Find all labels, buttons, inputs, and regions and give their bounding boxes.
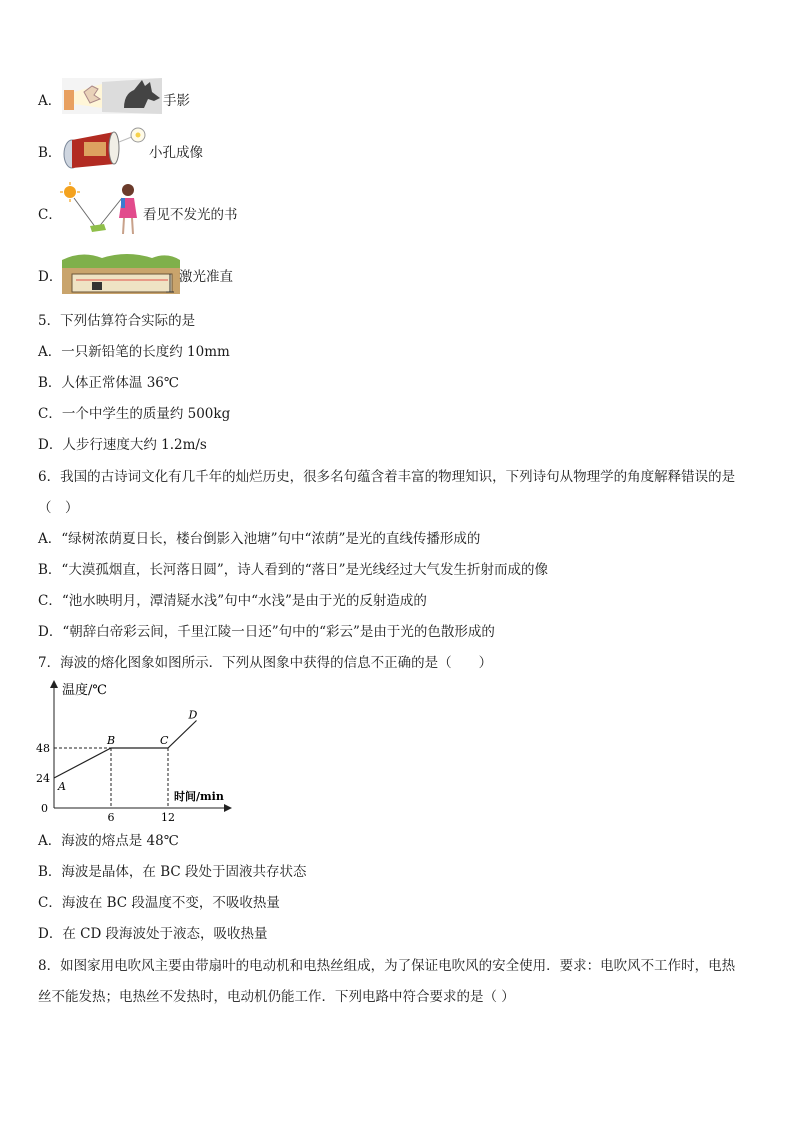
q6-option-d: D．“朝辞白帝彩云间，千里江陵一日还”句中的“彩云”是由于光的色散形成的 [38,624,495,640]
q5-option-c: C．一个中学生的质量约 500kg [38,406,231,422]
q5-option-b: B．人体正常体温 36℃ [38,375,179,391]
q6-stem-cont: （ ） [38,500,79,516]
origin-tick-label: 0 [41,802,48,815]
q7-stem: 7．海波的熔化图象如图所示．下列从图象中获得的信息不正确的是（ ） [38,655,493,671]
q5-option-a: A．一只新铅笔的长度约 10mm [38,344,230,360]
y-axis-label: 温度/℃ [62,683,107,698]
q8-line-2: 丝不能发热；电热丝不发热时，电动机仍能工作．下列电路中符合要求的是（ ） [38,989,515,1005]
q5-option-d: D．人步行速度大约 1.2m/s [38,437,207,453]
q7-option-a: A．海波的熔点是 48℃ [38,833,179,849]
q6-option-b: B．“大漠孤烟直，长河落日圆”，诗人看到的“落日”是光线经过大气发生折射而成的像 [38,562,549,578]
x-tick-label-12: 12 [161,811,175,824]
pinhole-camera-image [62,126,148,170]
option-letter: C． [38,207,62,223]
q8-line-1: 8．如图家用电吹风主要由带扇叶的电动机和电热丝组成，为了保证电吹风的安全使用．要求：电吹风不工作时，电热 [38,958,736,974]
x-tick-label-6: 6 [107,811,115,824]
hand-shadow-image [62,78,162,114]
option-caption: 看见不发光的书 [143,207,238,223]
point-label-a: A [58,780,66,793]
x-axis-label: 时间/min [174,790,224,803]
option-letter: D． [38,269,63,285]
q6-option-a: A．“绿树浓荫夏日长，楼台倒影入池塘”句中“浓荫”是光的直线传播形成的 [38,531,481,547]
q6-stem: 6．我国的古诗词文化有几千年的灿烂历史，很多名句蕴含着丰富的物理知识，下列诗句从物理学的角度解释错误的是 [38,469,736,485]
point-label-d: D [188,708,198,722]
y-tick-label-24: 24 [36,772,50,785]
option-caption: 激光准直 [179,269,233,285]
q7-option-d: D．在 CD 段海波处于液态，吸收热量 [38,926,268,942]
melting-curve-line [54,721,197,779]
q5-stem: 5．下列估算符合实际的是 [38,313,196,329]
q6-option-c: C．“池水映明月，潭清疑水浅”句中“水浅”是由于光的反射造成的 [38,593,427,609]
q7-option-c: C．海波在 BC 段温度不变，不吸收热量 [38,895,280,911]
seeing-book-image [60,182,144,238]
point-label-b: B [107,734,116,747]
option-caption: 手影 [163,93,190,109]
point-label-c: C [160,734,169,747]
q7-option-b: B．海波是晶体，在 BC 段处于固液共存状态 [38,864,307,880]
laser-tunnel-image [62,252,180,294]
y-tick-label-48: 48 [36,742,50,755]
option-letter: A． [38,93,62,109]
option-caption: 小孔成像 [149,145,203,161]
option-letter: B． [38,145,62,161]
melting-curve-chart [30,676,240,826]
